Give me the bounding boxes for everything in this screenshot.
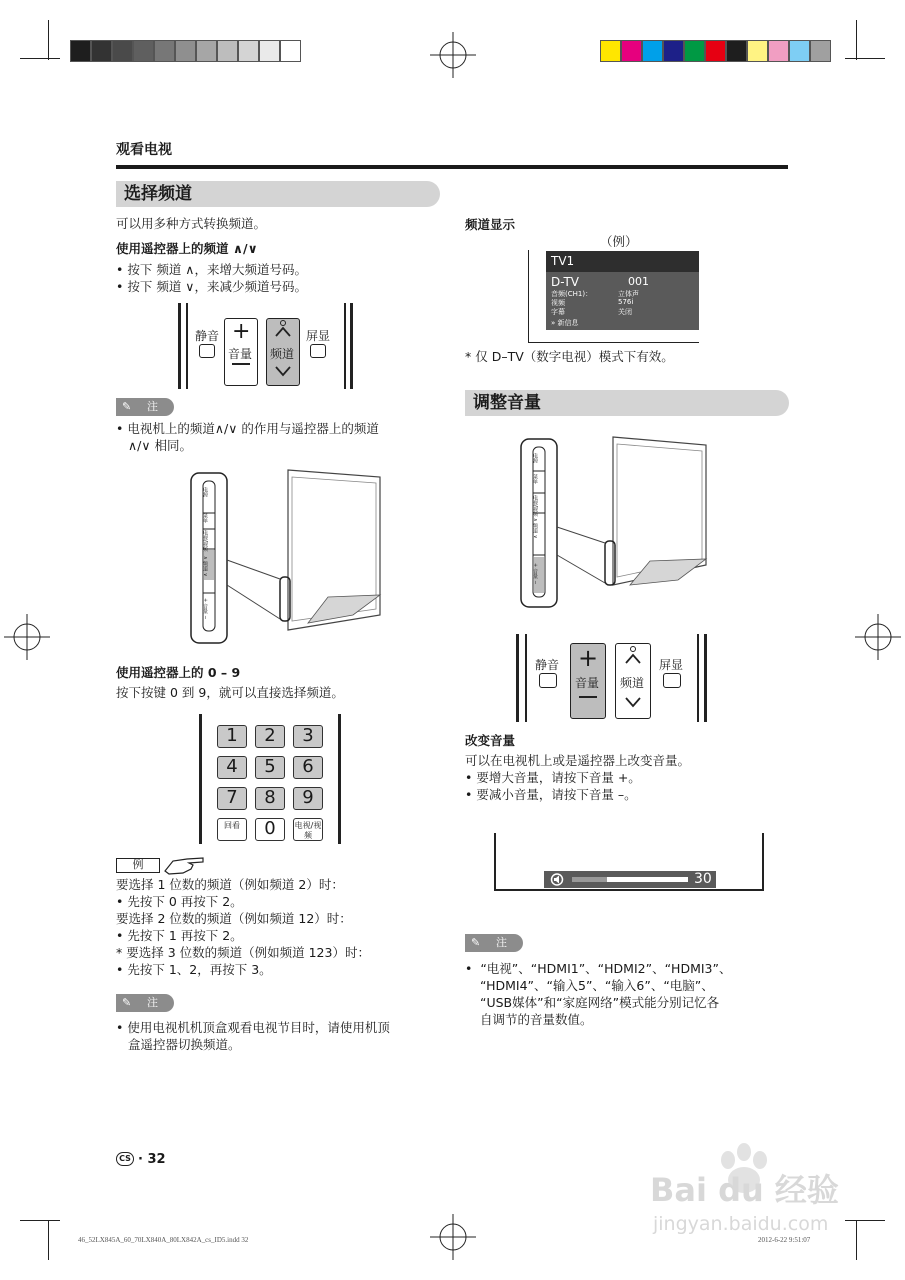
remote-channel-subheading: 使用遥控器上的频道 ∧/∨ (116, 241, 258, 256)
note-1-text-line2: ∧/∨ 相同。 (128, 438, 192, 453)
tv-side-panel-illustration-2 (518, 435, 718, 610)
tv-side-label: 菜单 (532, 474, 538, 484)
volume-label: 音量 (228, 347, 253, 361)
note-1-text-line1: • 电视机上的频道∧/∨ 的作用与遥控器上的频道 (116, 421, 379, 436)
change-volume-intro: 可以在电视机上或是遥控器上改变音量。 (465, 753, 691, 768)
keypad-key[interactable]: 2 (255, 725, 285, 748)
pencil-icon: ✎ (122, 400, 132, 413)
osd-row-value: 576i (618, 298, 634, 306)
color-swatch (684, 40, 705, 62)
osd-row-label: 视频 (551, 299, 565, 307)
example-line: • 先按下 1、2，再按下 3。 (116, 962, 272, 977)
keypad-key[interactable]: 6 (293, 756, 323, 779)
pencil-icon: ✎ (471, 936, 481, 949)
volume-up-bullet: • 要增大音量，请按下音量 +。 (465, 770, 641, 785)
tv-side-panel-illustration (188, 465, 388, 650)
chevron-up-icon (274, 326, 292, 338)
digits-text: 按下按键 0 到 9，就可以直接选择频道。 (116, 685, 344, 700)
mute-label: 静音 (195, 329, 220, 343)
color-swatch (789, 40, 810, 62)
keypad-key[interactable]: 7 (217, 787, 247, 810)
keypad-key[interactable]: 电视/视频 (293, 818, 323, 841)
example-line: 要选择 2 位数的频道（例如频道 12）时： (116, 911, 352, 926)
registration-mark-top (428, 30, 478, 80)
color-swatch (280, 40, 301, 62)
color-swatch (768, 40, 789, 62)
keypad-key[interactable]: 4 (217, 756, 247, 779)
osd-source: D-TV (551, 275, 580, 289)
color-swatch (747, 40, 768, 62)
print-date: 2012-6-22 9:51:07 (758, 1236, 811, 1244)
chevron-down-icon (624, 696, 642, 708)
osd-channel: 001 (628, 275, 649, 288)
channel-rocker-2[interactable] (615, 643, 651, 719)
example-badge: 例 (116, 858, 160, 873)
volume-osd-screen (494, 833, 764, 891)
osd-row-value: 关闭 (618, 308, 632, 316)
select-channel-intro: 可以用多种方式转换频道。 (116, 216, 267, 231)
example-line: * 要选择 3 位数的频道（例如频道 123）时： (116, 945, 370, 960)
color-swatch (705, 40, 726, 62)
note-badge-2: ✎ 注 (116, 994, 174, 1012)
volume-note-line4: 自调节的音量数值。 (480, 1012, 593, 1027)
osd-more-info: » 新信息 (551, 319, 579, 327)
header-rule (116, 165, 788, 169)
registration-mark-right (853, 612, 903, 662)
channel-osd-screen (528, 250, 699, 343)
tv-side-label: + 音量 − (202, 598, 208, 620)
language-badge: CS (116, 1152, 134, 1166)
color-swatch (663, 40, 684, 62)
example-line: • 先按下 1 再按下 2。 (116, 928, 243, 943)
volume-level-fill (572, 877, 607, 882)
section-adjust-volume: 调整音量 (465, 390, 789, 416)
color-swatch (642, 40, 663, 62)
volume-track (572, 877, 688, 882)
osd-panel (546, 251, 699, 330)
osd-title: TV1 (551, 254, 575, 268)
tv-side-label: ∧ 频道 ∨ (202, 556, 208, 577)
color-swatch (112, 40, 133, 62)
volume-rocker[interactable]: + 音量 (224, 318, 258, 386)
keypad-key[interactable]: 9 (293, 787, 323, 810)
keypad-key[interactable]: 回看 (217, 818, 247, 841)
osd-row-label: 音频(CH1)： (551, 290, 593, 298)
channel-label: 频道 (270, 347, 295, 361)
chevron-down-icon (274, 365, 292, 377)
example-line: • 先按下 0 再按下 2。 (116, 894, 243, 909)
chevron-up-icon (624, 653, 642, 665)
page-header-title: 观看电视 (116, 142, 172, 158)
channel-display-footnote: * 仅 D–TV（数字电视）模式下有效。 (465, 349, 674, 364)
digits-subheading: 使用遥控器上的 0 – 9 (116, 665, 241, 680)
watermark-brand: Bai du 经验 (650, 1171, 839, 1209)
channel-down-bullet: • 按下 频道 ∨，来减少频道号码。 (116, 279, 307, 294)
color-swatch (217, 40, 238, 62)
osd-row-value: 立体声 (618, 290, 639, 298)
keypad-key[interactable]: 1 (217, 725, 247, 748)
color-swatch (810, 40, 831, 62)
tv-side-label: ∧ 频道 ∨ (532, 518, 538, 539)
display-label-2: 屏显 (659, 658, 684, 672)
color-swatch (91, 40, 112, 62)
registration-mark-bottom (428, 1212, 478, 1262)
display-label: 屏显 (306, 329, 331, 343)
volume-note-line3: “USB媒体”和“家庭网络”模式能分别记忆各 (480, 995, 720, 1010)
pencil-icon: ✎ (122, 996, 132, 1009)
note-badge-1: ✎ 注 (116, 398, 174, 416)
keypad-key[interactable]: 3 (293, 725, 323, 748)
color-swatch (238, 40, 259, 62)
channel-label-2: 频道 (620, 676, 645, 690)
color-swatch (600, 40, 621, 62)
page-number: · 32 (138, 1152, 166, 1167)
note-2-line2: 盒遥控器切换频道。 (128, 1037, 241, 1052)
volume-value: 30 (694, 871, 712, 887)
volume-note-line1: • “电视”、“HDMI1”、“HDMI2”、“HDMI3”、 (465, 961, 732, 976)
volume-down-bullet: • 要减小音量，请按下音量 –。 (465, 787, 637, 802)
example-tag: （例） (600, 234, 638, 249)
section-select-channel: 选择频道 (116, 181, 440, 207)
channel-up-bullet: • 按下 频道 ∧，来增大频道号码。 (116, 262, 307, 277)
mute-label-2: 静音 (535, 658, 560, 672)
osd-row-label: 字幕 (551, 308, 565, 316)
color-swatch (196, 40, 217, 62)
tv-side-label: 电视/视频 (202, 530, 208, 552)
example-line: 要选择 1 位数的频道（例如频道 2）时： (116, 877, 344, 892)
print-file-name: 46_52LX845A_60_70LX840A_80LX842A_cs_ID5.indd 32 (78, 1236, 249, 1244)
channel-rocker[interactable] (266, 318, 300, 386)
display-button[interactable] (310, 344, 326, 358)
color-swatch (175, 40, 196, 62)
volume-rocker-2[interactable]: + 音量 (570, 643, 606, 719)
tv-side-label: 电视/视频 (532, 495, 538, 517)
note-badge-3: ✎ 注 (465, 934, 523, 952)
keypad-key[interactable]: 5 (255, 756, 285, 779)
watermark-url: jingyan.baidu.com (653, 1213, 829, 1235)
channel-display-heading: 频道显示 (465, 217, 516, 232)
color-swatch (133, 40, 154, 62)
volume-osd-bar (544, 871, 716, 888)
speaker-icon (550, 873, 564, 886)
color-swatch (154, 40, 175, 62)
change-volume-subheading: 改变音量 (465, 733, 516, 748)
note-2-line1: • 使用电视机机顶盒观看电视节目时，请使用机顶 (116, 1020, 390, 1035)
registration-mark-left (2, 612, 52, 662)
mute-button-2[interactable] (539, 673, 557, 688)
tv-side-label: 电源 (202, 487, 208, 497)
display-button-2[interactable] (663, 673, 681, 688)
pointing-hand-icon (163, 853, 205, 875)
color-swatch (70, 40, 91, 62)
color-swatch (259, 40, 280, 62)
color-swatch (726, 40, 747, 62)
tv-side-label: 菜单 (202, 513, 208, 523)
color-swatch (621, 40, 642, 62)
keypad-key[interactable]: 0 (255, 818, 285, 841)
volume-note-line2: “HDMI4”、“输入5”、“输入6”、“电脑”、 (480, 978, 714, 993)
tv-side-label: + 音量 − (532, 563, 538, 585)
keypad-key[interactable]: 8 (255, 787, 285, 810)
volume-label-2: 音量 (575, 676, 600, 690)
tv-side-label: 电源 (532, 453, 538, 463)
mute-button[interactable] (199, 344, 215, 358)
